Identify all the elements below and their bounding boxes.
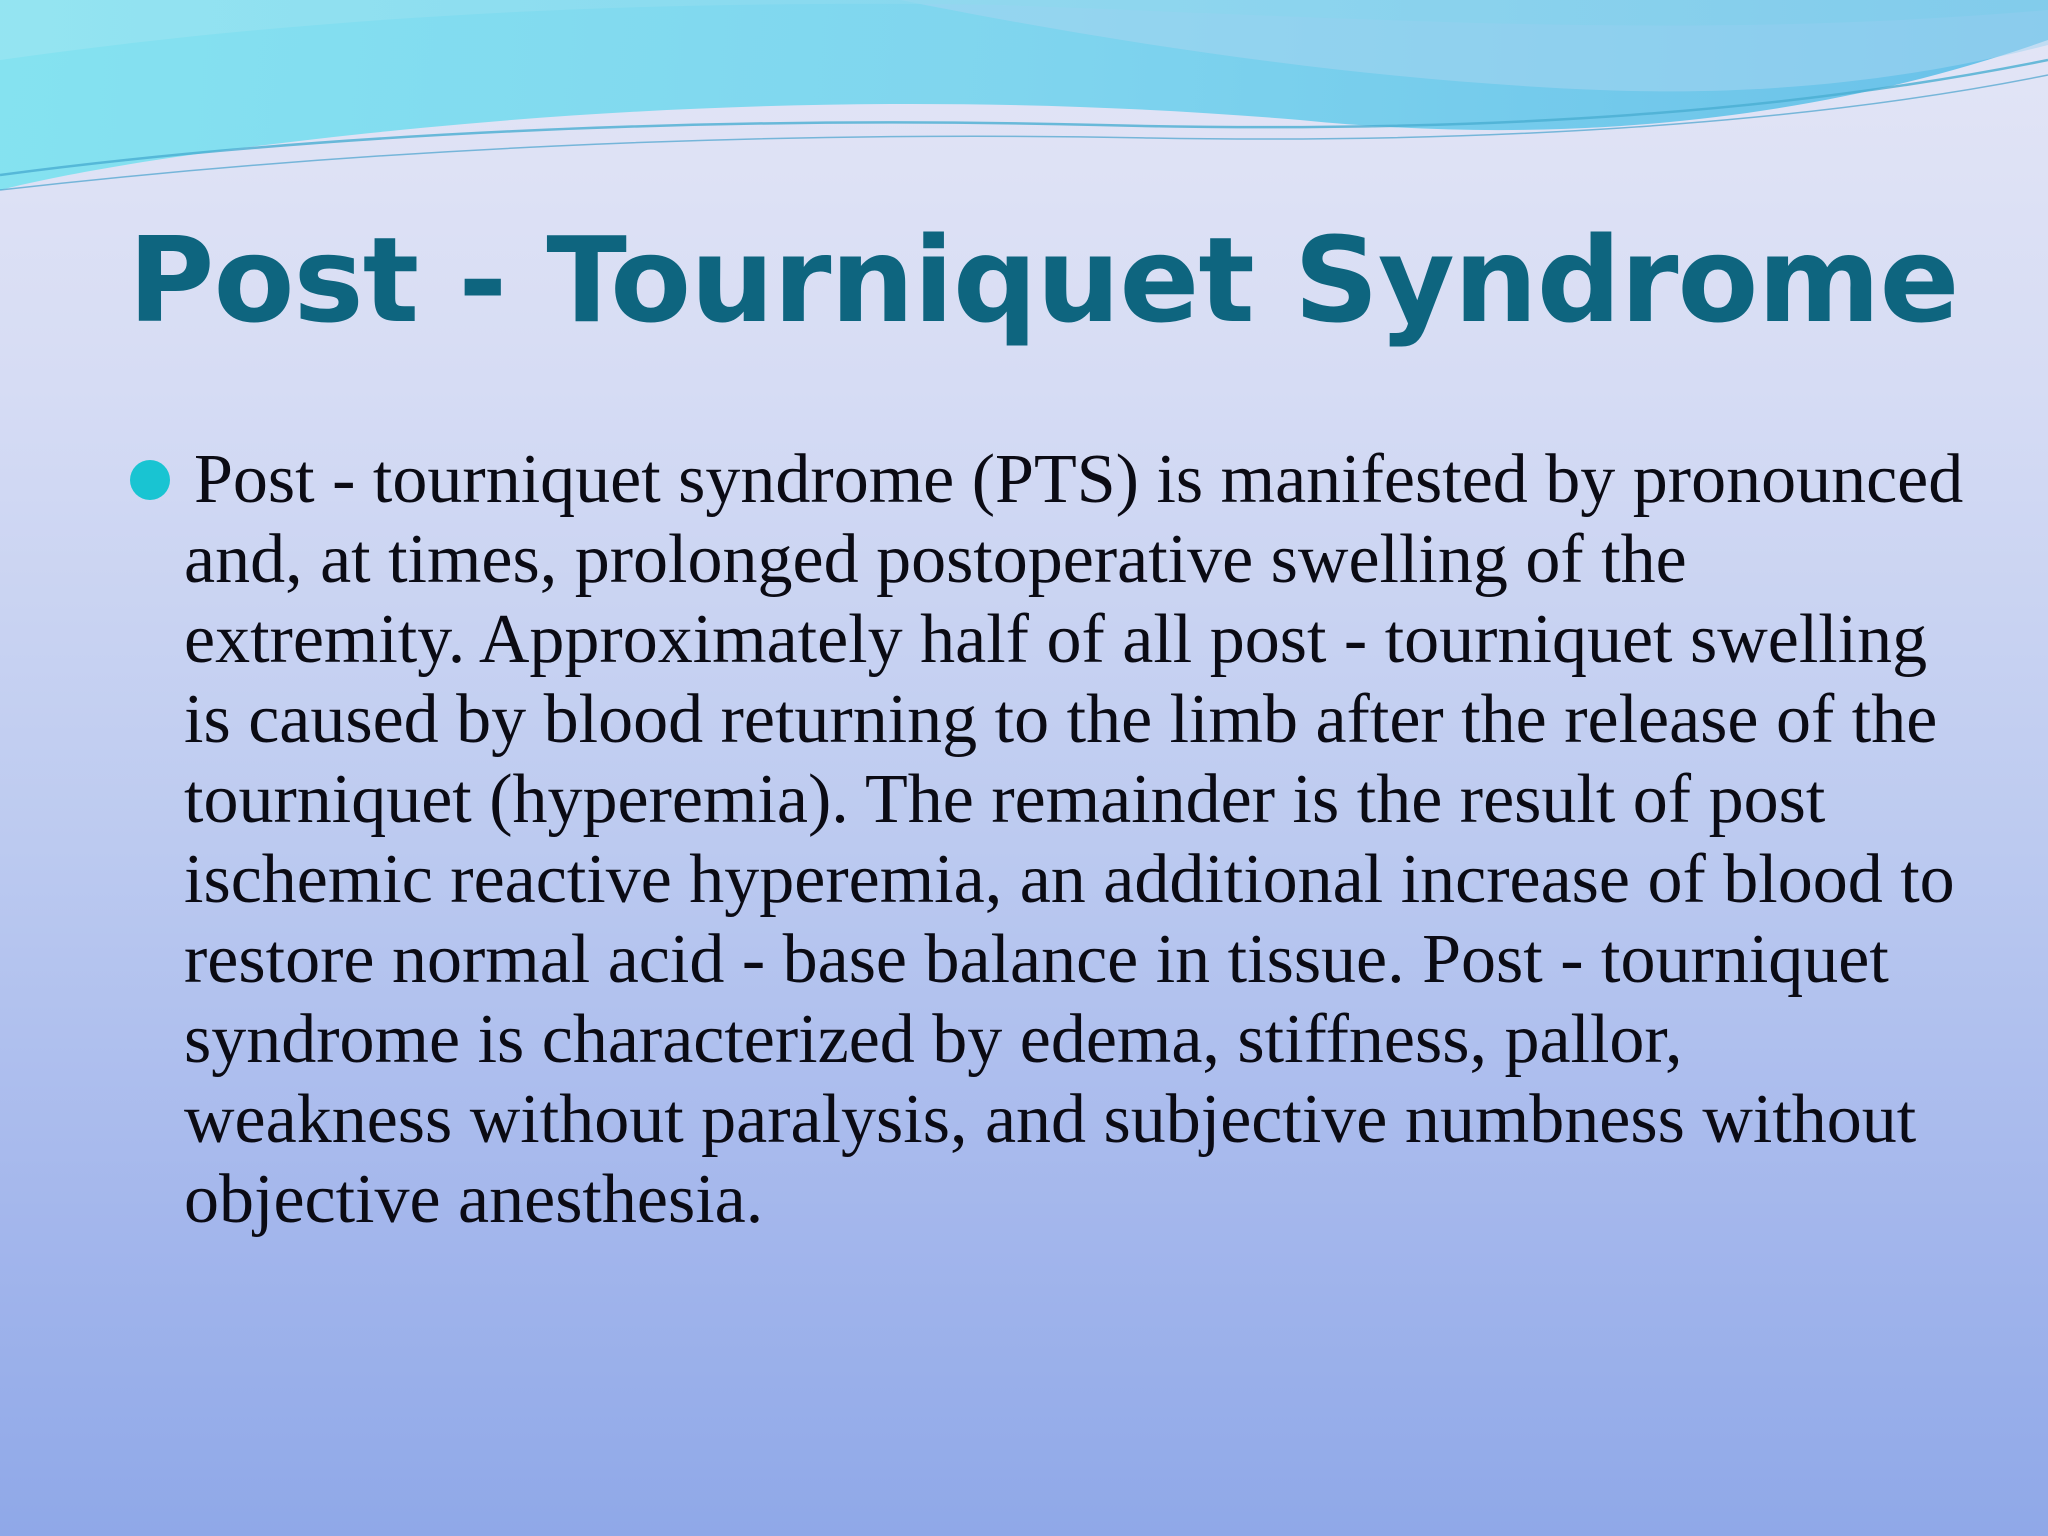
bullet-icon [130, 460, 170, 500]
bullet-text: Post - tourniquet syndrome (PTS) is manifested by pronounced and, at times, prolonged postoperative swelling of the extremity. Approximately half of all post - tourniquet swelling is caused by blood returning to the limb after the release of the tourniquet (hyperemia). The remainder is the result of post ischemic reactive hyperemia, an additional increase of blood to restore normal acid - base balance in tissue. Post - tourniquet syndrome is characterized by edema, stiffness, pallor, weakness without paralysis, and subjective numbness without objective anesthesia. [184, 441, 1964, 1238]
slide-title: Post - Tourniquet Syndrome [128, 211, 1959, 349]
